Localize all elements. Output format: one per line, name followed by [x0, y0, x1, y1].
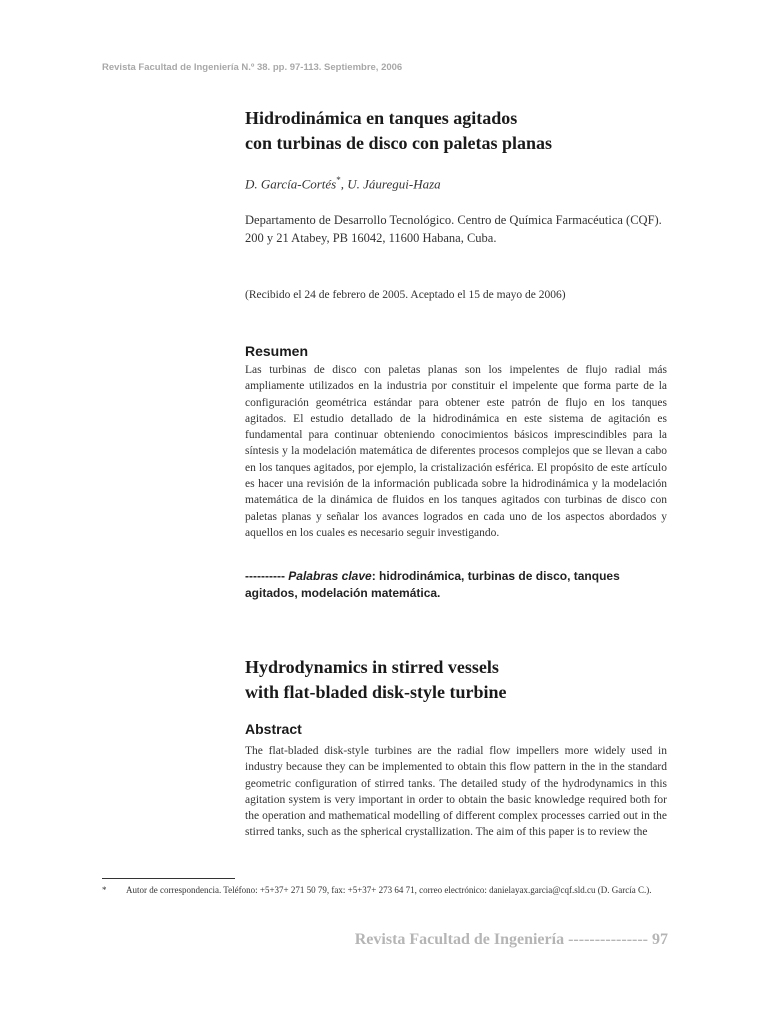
keywords-prefix: ---------- — [245, 569, 289, 583]
received-dates: (Recibido el 24 de febrero de 2005. Aceptado el 15 de mayo de 2006) — [245, 289, 566, 301]
article-title-english — [245, 655, 507, 705]
footnote-mark: * — [102, 885, 107, 895]
title-en-line-1: Hydrodynamics in stirred vessels — [245, 657, 499, 677]
keywords — [245, 568, 675, 601]
author-1: D. García-Cortés — [245, 176, 337, 192]
abstract-body: The flat-bladed disk-style turbines are the radial flow impellers more widely used in industry because they can be implemented to obtain this flow pattern in the in the standard geometric configuration of stirred tanks. The detailed study of the hydrodynamics in this agitation system is very important in order to obtain the basic knowledge required both for the operation and mathematical modelling of different complex processes carried out in the stirred tanks, such as the spherical crystallization. The aim of this paper is to review the — [245, 745, 667, 839]
title-es-line-2: con turbinas de disco con paletas planas — [245, 133, 553, 153]
resumen-heading: Resumen — [245, 343, 309, 359]
article-title-spanish — [245, 106, 552, 156]
footnote-text: Autor de correspondencia. Teléfono: +5+37+ 271 50 79, fax: +5+37+ 273 64 71, correo electrónico: danielayax.garcia@cqf.sld.cu (D. García C.). — [126, 885, 652, 895]
abstract-heading: Abstract — [245, 721, 302, 737]
footer-journal-name: Revista Facultad de Ingeniería — [354, 931, 565, 948]
keywords-list: hidrodinámica, turbinas de disco, tanques agitados, modelación matemática. — [245, 569, 620, 600]
author-2: U. Jáuregui-Haza — [347, 176, 441, 192]
footnote — [102, 884, 682, 897]
resumen-body: Las turbinas de disco con paletas planas son los impelentes de flujo radial más ampliamente utilizados en la industria por constituir el impelente que forma parte de la configuración geométrica estándar para obtener este patrón de flujo en los tanques agitados. El estudio detallado de la hidrodinámica en este sistema de agitación es fundamental para continuar obteniendo conocimientos básicos imprescindibles para la síntesis y la modelación matemática de diferentes procesos complejos que se llevan a cabo en los tanques agitados, por ejemplo, la cristalización esférica. El propósito de este artículo es hacer una revisión de la información publicada sobre la hidrodinámica y la modelación matemática de la dinámica de fluidos en los tanques agitados con turbinas de disco con paletas planas y señalar los avances logrados en cada uno de los aspectos abordados y aquellos en los cuales es necesario seguir investigando. — [245, 364, 667, 539]
footer-dashes: --------------- — [564, 931, 652, 948]
affiliation: Departamento de Desarrollo Tecnológico. Centro de Química Farmacéutica (CQF). 200 y 21 Atabey, PB 16042, 11600 Habana, Cuba. — [245, 213, 662, 245]
footnote-divider — [102, 878, 235, 879]
keywords-label: Palabras clave — [288, 569, 372, 583]
keywords-separator: : — [371, 569, 380, 583]
author-separator: , — [340, 176, 348, 192]
journal-header: Revista Facultad de Ingeniería N.º 38. pp. 97-113. Septiembre, 2006 — [102, 62, 403, 73]
page-footer — [355, 931, 668, 949]
title-en-line-2: with flat-bladed disk-style turbine — [245, 682, 507, 702]
author-1-footnote-mark: * — [336, 175, 341, 185]
authors — [245, 175, 441, 192]
page-number: 97 — [652, 931, 668, 948]
title-es-line-1: Hidrodinámica en tanques agitados — [245, 108, 518, 128]
